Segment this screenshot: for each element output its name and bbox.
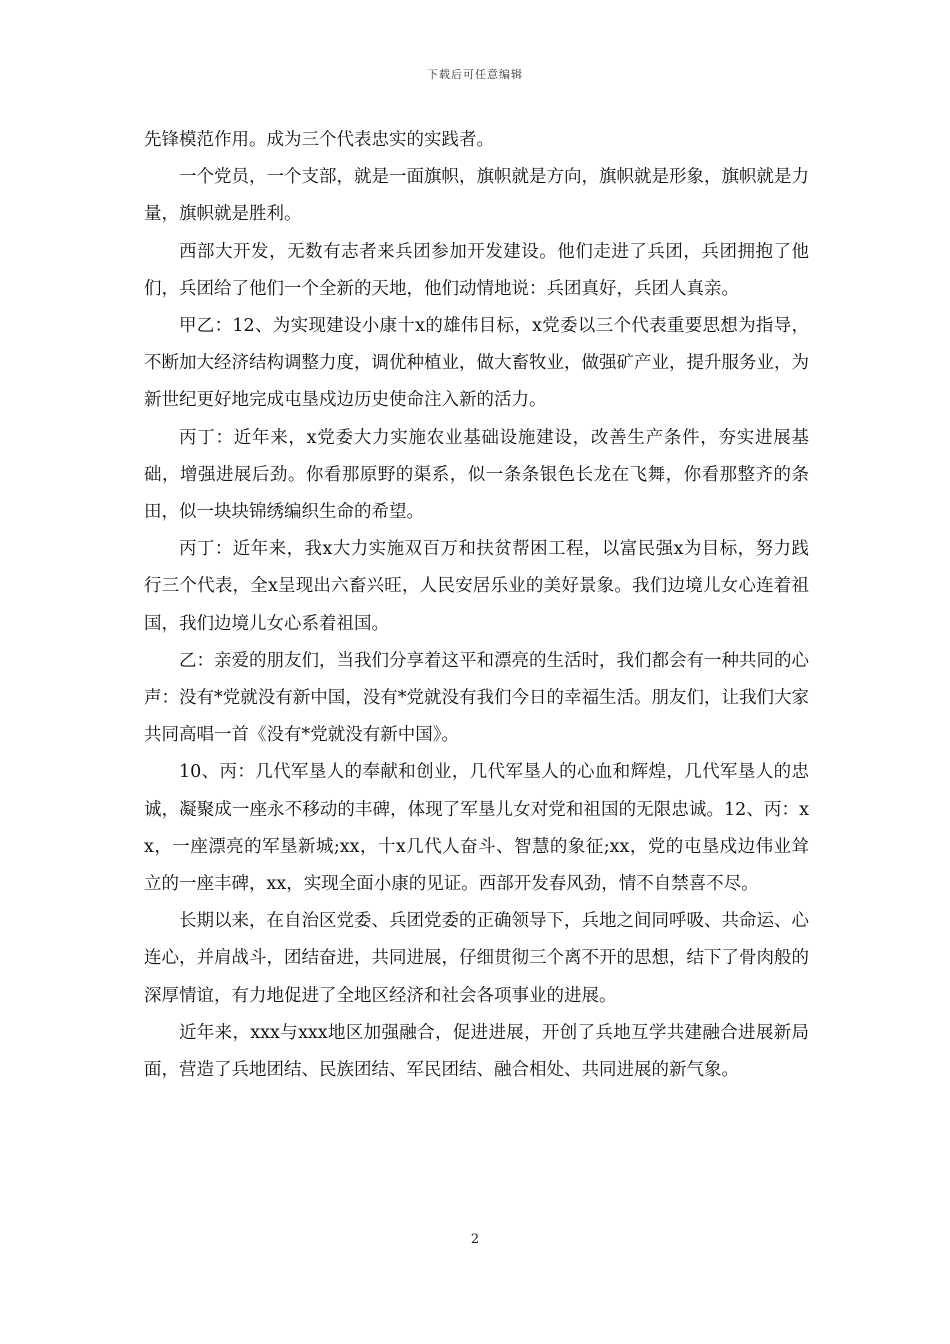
paragraph-1: 先锋模范作用。成为三个代表忠实的实践者。: [144, 130, 494, 150]
page-number: 2: [470, 1232, 480, 1247]
paragraph-9: 长期以来，在自治区党委、兵团党委的正确领导下，兵地之间同呼吸、共命运、心连心，并肩战斗，团结奋进，共同进展，仔细贯彻三个离不开的思想，结下了骨肉般的深厚情谊，有力地促进了全地区经济和社会各项事业的进展。: [144, 911, 809, 1006]
paragraph-6: 丙丁：近年来，我x大力实施双百万和扶贫帮困工程，以富民强x为目标，努力践行三个代表，全x呈现出六畜兴旺，人民安居乐业的美好景象。我们边境儿女心连着祖国，我们边境儿女心系着祖国。: [144, 539, 809, 634]
paragraph-4: 甲乙：12、为实现建设小康十x的雄伟目标，x党委以三个代表重要思想为指导，不断加大经济结构调整力度，调优种植业，做大畜牧业，做强矿产业，提升服务业，为新世纪更好地完成屯垦戍边历史使命注入新的活力。: [144, 316, 809, 411]
paragraph-3: 西部大开发，无数有志者来兵团参加开发建设。他们走进了兵团，兵团拥抱了他们，兵团给了他们一个全新的天地，他们动情地说：兵团真好，兵团人真亲。: [144, 241, 809, 299]
paragraph-10: 近年来，xxx与xxx地区加强融合，促进进展，开创了兵地互学共建融合进展新局面，营造了兵地团结、民族团结、军民团结、融合相处、共同进展的新气象。: [144, 1022, 809, 1081]
paragraph-2: 一个党员，一个支部，就是一面旗帜，旗帜就是方向，旗帜就是形象，旗帜就是力量，旗帜就是胜利。: [144, 167, 809, 225]
paragraph-8: 10、丙：几代军垦人的奉献和创业，几代军垦人的心血和辉煌，几代军垦人的忠诚，凝聚成一座永不移动的丰碑，体现了军垦儿女对党和祖国的无限忠诚。12、丙：xx，一座漂亮的军垦新城;xx，十x几代人奋斗、智慧的象征;xx，党的屯垦戍边伟业耸立的一座丰碑，xx，实现全面小康的见证。西部开发春风劲，情不自禁喜不尽。: [144, 762, 809, 895]
document-body: [144, 122, 809, 1089]
paragraph-7: 乙：亲爱的朋友们，当我们分享着这平和漂亮的生活时，我们都会有一种共同的心声：没有*党就没有新中国，没有*党就没有我们今日的幸福生活。朋友们，让我们大家共同高唱一首《没有*党就没有新中国》。: [144, 650, 809, 746]
page-header: 下载后可任意编辑: [427, 68, 523, 81]
paragraph-5: 丙丁：近年来，x党委大力实施农业基础设施建设，改善生产条件，夯实进展基础，增强进展后劲。你看那原野的渠系，似一条条银色长龙在飞舞，你看那整齐的条田，似一块块锦绣编织生命的希望。: [144, 427, 809, 523]
